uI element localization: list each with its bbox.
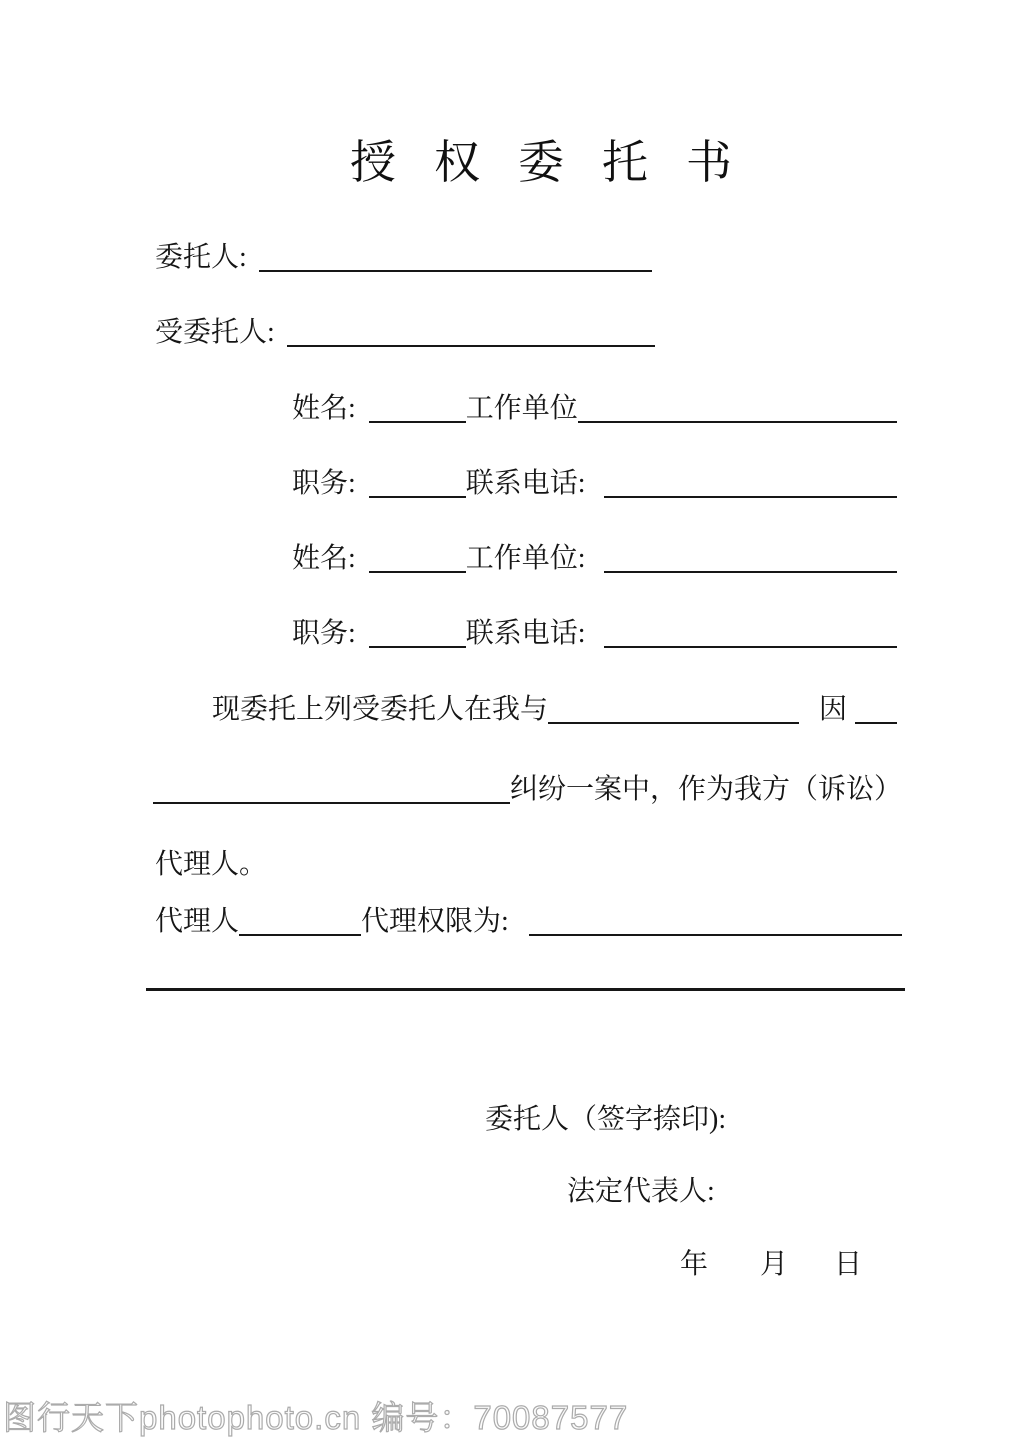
entrusted-blank-line <box>287 343 655 347</box>
document-title: 授权委托书 <box>350 137 770 188</box>
position-blank-1 <box>369 494 466 498</box>
name-workunit-row-2 <box>292 539 897 573</box>
agent-label: 代理人 <box>155 906 240 937</box>
principal-signature-label: 委托人（签字捺印): <box>485 1104 727 1135</box>
paragraph-line2-text: 纠纷一案中，作为我方（诉讼） <box>510 774 903 805</box>
phone-label-2: 联系电话: <box>465 618 586 649</box>
cause-blank-line <box>855 720 897 724</box>
workunit-blank-2 <box>604 569 897 573</box>
body-paragraph-line-2 <box>153 770 903 804</box>
paragraph-conjunction: 因 <box>818 694 847 725</box>
workunit-label-1: 工作单位 <box>465 393 578 424</box>
agent-blank-line <box>239 932 361 936</box>
agent-scope-blank-line <box>529 932 902 936</box>
workunit-blank-1 <box>578 419 897 423</box>
phone-blank-2 <box>604 644 897 648</box>
watermark-text: 图行天下photophoto.cn 编号：70087577 <box>3 1399 629 1436</box>
name-blank-1 <box>369 419 466 423</box>
paragraph-line1-text: 现委托上列受委托人在我与 <box>212 694 549 725</box>
paragraph-line3-text: 代理人。 <box>155 849 268 880</box>
position-label-1: 职务: <box>292 468 356 499</box>
day-label: 日 <box>834 1249 863 1280</box>
body-paragraph-line-3 <box>155 845 267 879</box>
legal-representative-label: 法定代表人: <box>567 1176 715 1207</box>
name-workunit-row-1 <box>292 389 897 423</box>
position-blank-2 <box>369 644 466 648</box>
name-label-2: 姓名: <box>292 543 356 574</box>
entrusted-row <box>155 313 655 347</box>
principal-row <box>155 238 652 272</box>
phone-label-1: 联系电话: <box>465 468 586 499</box>
principal-blank-line <box>259 268 652 272</box>
workunit-label-2: 工作单位: <box>465 543 586 574</box>
year-label: 年 <box>680 1249 709 1280</box>
entrusted-label: 受委托人: <box>155 317 275 348</box>
agent-scope-label: 代理权限为: <box>361 906 509 937</box>
phone-blank-1 <box>604 494 897 498</box>
name-label-1: 姓名: <box>292 393 356 424</box>
body-paragraph-line-1 <box>212 690 897 724</box>
month-label: 月 <box>760 1249 789 1280</box>
dispute-blank-line <box>153 800 510 804</box>
name-blank-2 <box>369 569 466 573</box>
horizontal-rule <box>146 988 905 991</box>
position-phone-row-2 <box>292 614 897 648</box>
agent-scope-row <box>155 902 902 936</box>
date-row <box>680 1251 862 1279</box>
principal-label: 委托人: <box>155 242 247 273</box>
position-label-2: 职务: <box>292 618 356 649</box>
opponent-blank-line <box>548 720 799 724</box>
position-phone-row-1 <box>292 464 897 498</box>
